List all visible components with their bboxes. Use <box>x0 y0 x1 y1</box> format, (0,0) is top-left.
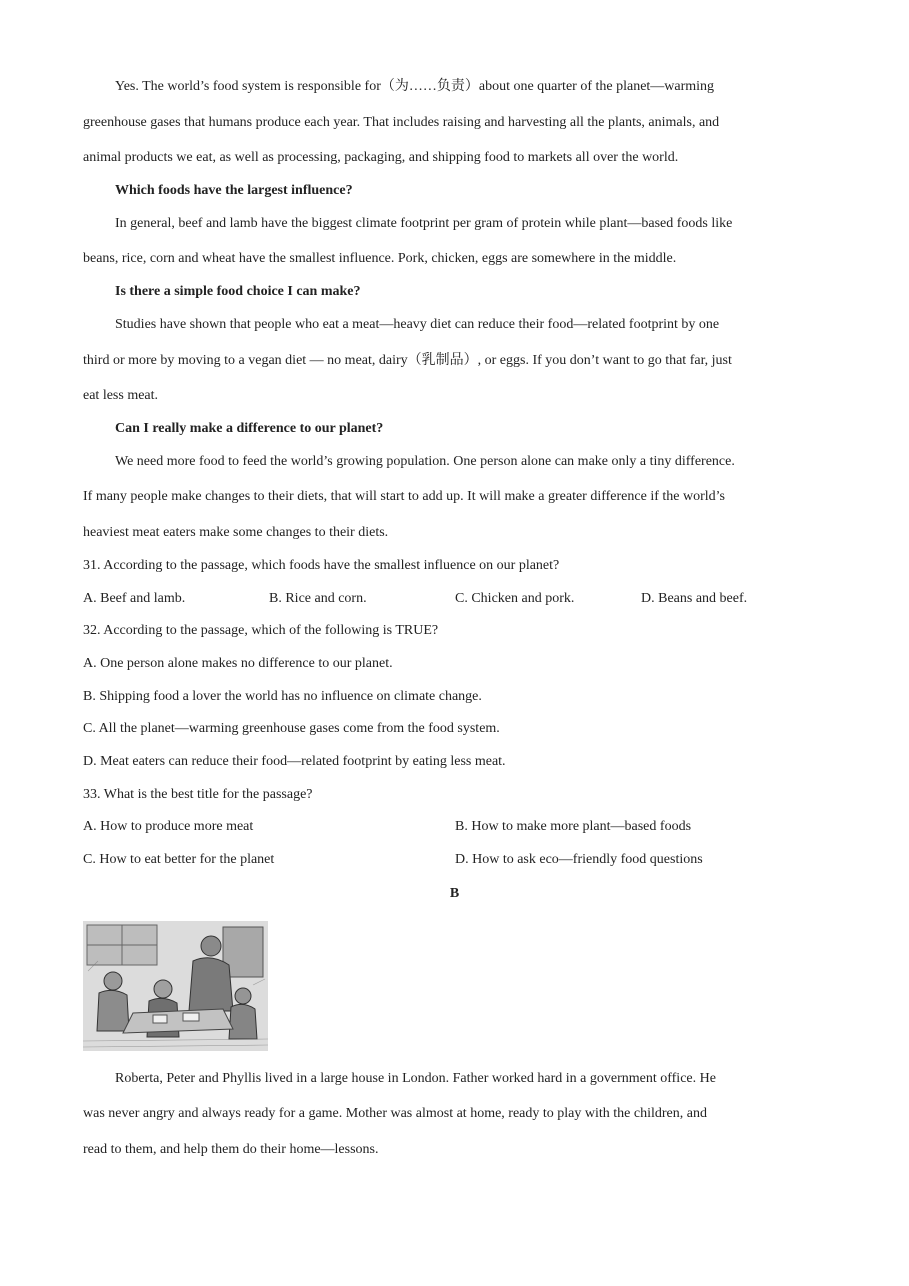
passage-a-p4-line3: heaviest meat eaters make some changes to their diets. <box>83 525 389 540</box>
passage-a-p1-line1: Yes. The world’s food system is responsible for（为……负责）about one quarter of the planet—warming <box>115 79 715 94</box>
passage-a-p3-line3: eat less meat. <box>83 388 159 403</box>
section-b-p1-line1: Roberta, Peter and Phyllis lived in a large house in London. Father worked hard in a government office. He <box>115 1071 716 1086</box>
question-33-option-d: D. How to ask eco—friendly food questions <box>455 852 703 867</box>
heading-largest-influence: Which foods have the largest influence? <box>115 183 353 198</box>
question-33-option-b: B. How to make more plant—based foods <box>455 819 692 834</box>
question-32-option-b: B. Shipping food a lover the world has no influence on climate change. <box>83 689 482 704</box>
question-33-stem: 33. What is the best title for the passage? <box>83 787 313 802</box>
family-illustration <box>83 921 268 1051</box>
section-b-p1-line3: read to them, and help them do their home—lessons. <box>83 1142 379 1157</box>
passage-a-p3-line2: third or more by moving to a vegan diet — no meat, dairy（乳制品）, or eggs. If you don’t want to go that far, just <box>83 353 732 368</box>
passage-a-p1-line3: animal products we eat, as well as processing, packaging, and shipping food to markets all over the world. <box>83 150 679 165</box>
question-31-option-b: B. Rice and corn. <box>269 591 367 606</box>
section-b-title: B <box>449 886 460 901</box>
question-33-option-a: A. How to produce more meat <box>83 819 254 834</box>
passage-a-p4-line2: If many people make changes to their diets, that will start to add up. It will make a greater difference if the world’s <box>83 489 725 504</box>
passage-a-p1-line2: greenhouse gases that humans produce each year. That includes raising and harvesting all the plants, animals, and <box>83 115 720 130</box>
question-31-option-d: D. Beans and beef. <box>641 591 748 606</box>
question-32-option-a: A. One person alone makes no difference to our planet. <box>83 656 393 671</box>
question-33-option-c: C. How to eat better for the planet <box>83 852 275 867</box>
question-32-option-d: D. Meat eaters can reduce their food—related footprint by eating less meat. <box>83 754 506 769</box>
passage-a-p2-line1: In general, beef and lamb have the biggest climate footprint per gram of protein while plant—based foods like <box>115 216 733 231</box>
section-b-p1-line2: was never angry and always ready for a game. Mother was almost at home, ready to play with the children, and <box>83 1106 707 1121</box>
question-31-option-c: C. Chicken and pork. <box>455 591 575 606</box>
passage-a-p4-line1: We need more food to feed the world’s growing population. One person alone can make only a tiny difference. <box>115 454 735 469</box>
heading-simple-food-choice: Is there a simple food choice I can make? <box>115 284 361 299</box>
question-32-stem: 32. According to the passage, which of the following is TRUE? <box>83 623 439 638</box>
passage-a-p2-line2: beans, rice, corn and wheat have the smallest influence. Pork, chicken, eggs are somewhere in the middle. <box>83 251 677 266</box>
question-31-stem: 31. According to the passage, which foods have the smallest influence on our planet? <box>83 558 560 573</box>
heading-make-difference: Can I really make a difference to our planet? <box>115 421 384 436</box>
passage-a-p3-line1: Studies have shown that people who eat a meat—heavy diet can reduce their food—related footprint by one <box>115 317 720 332</box>
question-32-option-c: C. All the planet—warming greenhouse gases come from the food system. <box>83 721 500 736</box>
question-31-option-a: A. Beef and lamb. <box>83 591 186 606</box>
